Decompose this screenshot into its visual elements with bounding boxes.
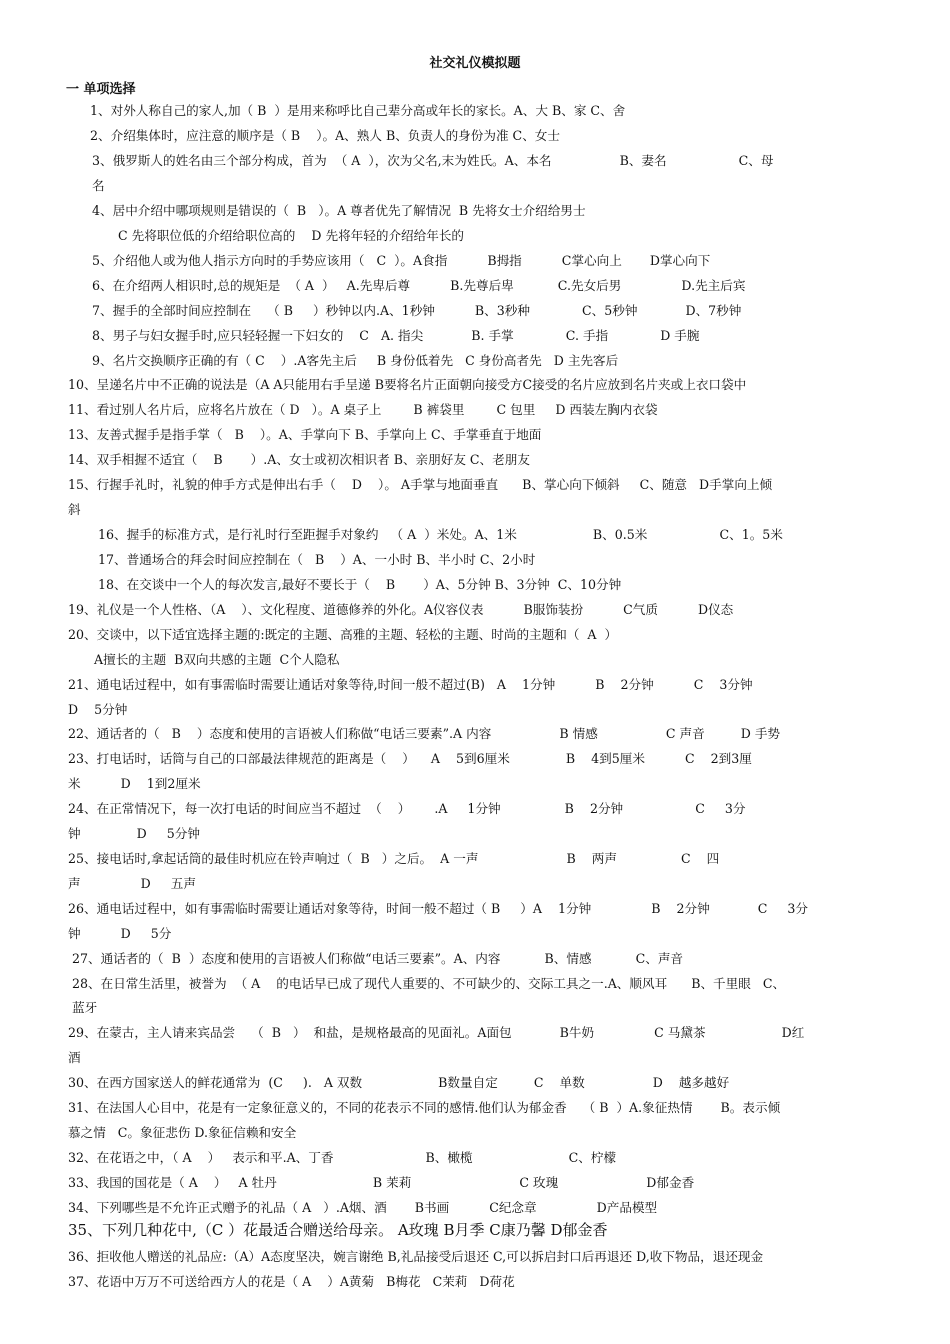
question-line: 1、对外人称自己的家人,加（ B ）是用来称呼比自己辈分高或年长的家长。A、大 B、家 C、舍 <box>90 103 626 118</box>
question-line: 6、在介绍两人相识时,总的规矩是 （ A ） A.先卑后尊 B.先尊后卑 C.先女后男 D.先主后宾 <box>92 278 746 293</box>
question-line: C 先将职位低的介绍给职位高的 D 先将年轻的介绍给年长的 <box>118 228 465 243</box>
question-line: 米 D 1到2厘米 <box>68 776 201 791</box>
question-line: 27、通话者的（ B ）态度和使用的言语被人们称做“电话三要素”。A、内容 B、情感 C、声音 <box>72 951 684 966</box>
question-line: 2、介绍集体时，应注意的顺序是（ B ）。A、熟人 B、负责人的身份为准 C、女士 <box>90 128 560 143</box>
question-line: 22、通话者的（ B ）态度和使用的言语被人们称做“电话三要素”.A 内容 B 情感 C 声音 D 手势 <box>68 726 781 741</box>
question-line: 声 D 五声 <box>68 876 196 891</box>
question-line: 10、呈递名片中不正确的说法是（A A只能用右手呈递 B要将名片正面朝向接受方C接受的名片应放到名片夹或上衣口袋中 <box>68 377 747 392</box>
question-line: 3、俄罗斯人的姓名由三个部分构成，首为 （ A ），次为父名,末为姓氏。A、本名 B、妻名 C、母 <box>92 153 774 168</box>
question-line: 5、介绍他人或为他人指示方向时的手势应该用（ C ）。A食指 B拇指 C掌心向上 D掌心向下 <box>92 253 711 268</box>
question-line: 36、拒收他人赠送的礼品应:（A）A态度坚决，婉言谢绝 B,礼品接受后退还 C,可以拆启封口后再退还 D,收下物品，退还现金 <box>68 1249 764 1264</box>
question-line: 9、名片交换顺序正确的有（ C ）.A客先主后 B 身份低着先 C 身份高者先 D 主先客后 <box>92 353 619 368</box>
question-line: A擅长的主题 B双向共感的主题 C个人隐私 <box>94 652 340 667</box>
question-line: 斜 <box>68 502 81 517</box>
question-line: 15、行握手礼时，礼貌的伸手方式是伸出右手（ D ）。 A手掌与地面垂直 B、掌心向下倾斜 C、随意 D手掌向上倾 <box>68 477 773 492</box>
question-line: 蓝牙 <box>72 1000 98 1015</box>
question-line: 23、打电话时，话筒与自己的口部最法律规范的距离是（ ） A 5到6厘米 B 4到5厘米 C 2到3厘 <box>68 751 752 766</box>
question-line: 名 <box>92 178 105 193</box>
question-line: 7、握手的全部时间应控制在 （ B ）秒钟以内.A、1秒钟 B、3秒种 C、5秒钟 D、7秒钟 <box>92 303 742 318</box>
question-line: 13、友善式握手是指手掌（ B ）。A、手掌向下 B、手掌向上 C、手掌垂直于地面 <box>68 427 542 442</box>
page-title: 社交礼仪模拟题 <box>429 56 521 71</box>
question-line: 26、通电话过程中，如有事需临时需要让通话对象等待，时间一般不超过（ B ）A 1分钟 B 2分钟 C 3分 <box>68 901 809 916</box>
question-line: 28、在日常生活里，被誉为 （ A 的电话早已成了现代人重要的、不可缺少的、交际工具之一.A、顺风耳 B、千里眼 C、 <box>72 976 786 991</box>
question-line: 酒 <box>68 1050 81 1065</box>
question-line: 钟 D 5分钟 <box>68 826 200 841</box>
question-line: 25、接电话时,拿起话筒的最佳时机应在铃声响过（ B ）之后。 A 一声 B 两声 C 四 <box>68 851 720 866</box>
question-line: 17、普通场合的拜会时间应控制在（ B ）A、一小时 B、半小时 C、2小时 <box>98 552 536 567</box>
question-line: 慕之情 C。象征悲伤 D.象征信赖和安全 <box>68 1125 297 1140</box>
question-line: 钟 D 5分 <box>68 926 172 941</box>
question-line: 4、居中介绍中哪项规则是错误的（ B ）。A 尊者优先了解情况 B 先将女士介绍给男士 <box>92 203 586 218</box>
question-line: 20、交谈中，以下适宜选择主题的:既定的主题、高雅的主题、轻松的主题、时尚的主题和（ A ） <box>68 627 618 642</box>
question-line: 8、男子与妇女握手时,应只轻轻握一下妇女的 C A. 指尖 B. 手掌 C. 手指 D 手腕 <box>92 328 700 343</box>
question-line: 21、通电话过程中，如有事需临时需要让通话对象等待,时间一般不超过(B) A 1分钟 B 2分钟 C 3分钟 <box>68 677 753 692</box>
question-line: D 5分钟 <box>68 702 128 717</box>
question-line: 33、我国的国花是（ A ） A 牡丹 B 茉莉 C 玫瑰 D郁金香 <box>68 1175 695 1190</box>
question-line: 31、在法国人心目中，花是有一定象征意义的，不同的花表示不同的感情.他们认为郁金香 （ B ）A.象征热情 B。表示倾 <box>68 1100 781 1115</box>
question-line: 35、下列几种花中,（C ）花最适合赠送给母亲。 A玫瑰 B月季 C康乃馨 D郁金香 <box>68 1221 608 1239</box>
question-line: 11、看过别人名片后，应将名片放在（ D ）。A 桌子上 B 裤袋里 C 包里 D 西装左胸内衣袋 <box>68 402 658 417</box>
question-line: 30、在西方国家送人的鲜花通常为 (C ). A 双数 B数量自定 C 单数 D 越多越好 <box>68 1075 730 1090</box>
question-line: 37、花语中万万不可送给西方人的花是（ A ）A黄菊 B梅花 C茉莉 D荷花 <box>68 1274 515 1289</box>
question-line: 19、礼仪是一个人性格、（A ）、文化程度、道德修养的外化。A仪容仪表 B服饰装扮 C气质 D仪态 <box>68 602 734 617</box>
question-line: 32、在花语之中，（ A ） 表示和平.A、丁香 B、橄榄 C、柠檬 <box>68 1150 617 1165</box>
question-line: 18、在交谈中一个人的每次发言,最好不要长于（ B ）A、5分钟 B、3分钟 C、10分钟 <box>98 577 622 592</box>
question-line: 14、双手相握不适宜（ B ）.A、女士或初次相识者 B、亲朋好友 C、老朋友 <box>68 452 530 467</box>
question-line: 34、下列哪些是不允许正式赠予的礼品（ A ）.A烟、酒 B书画 C纪念章 D产品模型 <box>68 1200 658 1215</box>
question-line: 16、握手的标准方式，是行礼时行至距握手对象约 （ A ）米处。A、1米 B、0.5米 C、1。5米 <box>98 527 783 542</box>
question-line: 24、在正常情况下，每一次打电话的时间应当不超过 （ ） .A 1分钟 B 2分钟 C 3分 <box>68 801 746 816</box>
section-heading: 一 单项选择 <box>66 82 136 97</box>
question-line: 29、在蒙古，主人请来宾品尝 （ B ） 和盐，是规格最高的见面礼。A面包 B牛奶 C 马黛茶 D红 <box>68 1025 805 1040</box>
